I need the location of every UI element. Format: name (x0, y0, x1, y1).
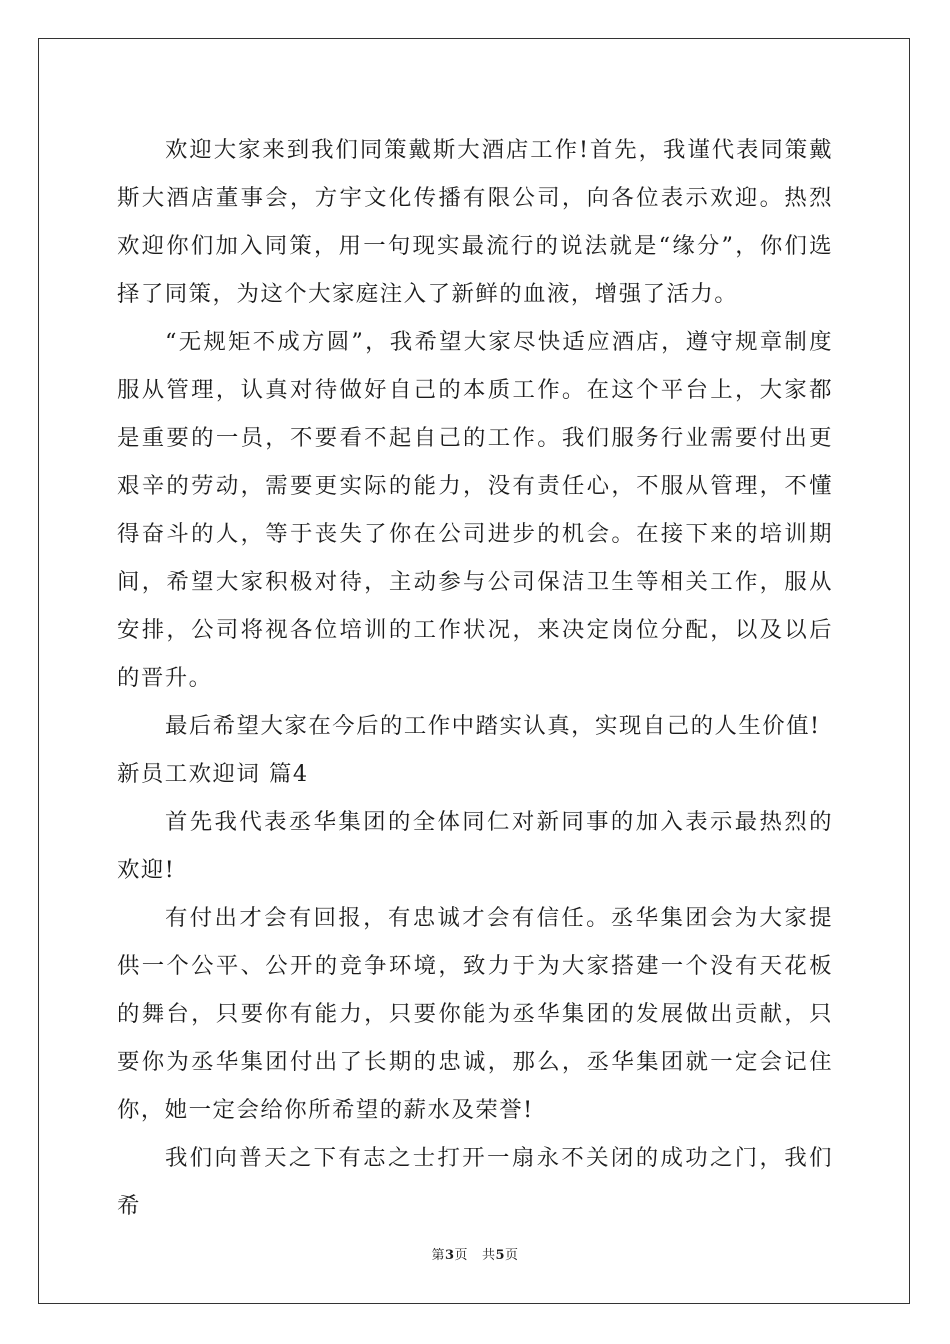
paragraph: 首先我代表丞华集团的全体同仁对新同事的加入表示最热烈的欢迎! (117, 809, 833, 883)
page-suffix: 页 (454, 1248, 469, 1263)
total-suffix: 页 (505, 1248, 519, 1263)
total-prefix: 共 (481, 1248, 496, 1263)
paragraph: 最后希望大家在今后的工作中踏实认真，实现自己的人生价值! (165, 713, 821, 739)
page-prefix: 第 (431, 1248, 445, 1263)
total-pages-number: 5 (495, 1248, 506, 1263)
paragraph: 欢迎大家来到我们同策戴斯大酒店工作!首先，我谨代表同策戴斯大酒店董事会，方宇文化传播有限公司，向各位表示欢迎。热烈欢迎你们加入同策，用一句现实最流行的说法就是“缘分”，你们选择了同策，为这个大家庭注入了新鲜的血液，增强了活力。 (117, 137, 833, 307)
paragraph: 有付出才会有回报，有忠诚才会有信任。丞华集团会为大家提供一个公平、公开的竞争环境，致力于为大家搭建一个没有天花板的舞台，只要你有能力，只要你能为丞华集团的发展做出贡献，只要你为丞华集团付出了长期的忠诚，那么，丞华集团就一定会记住你，她一定会给你所希望的薪水及荣誉! (117, 905, 833, 1123)
page-footer (0, 1248, 950, 1264)
paragraph: “无规矩不成方圆”，我希望大家尽快适应酒店，遵守规章制度服从管理，认真对待做好自己的本质工作。在这个平台上，大家都是重要的一员，不要看不起自己的工作。我们服务行业需要付出更艰辛的劳动，需要更实际的能力，没有责任心，不服从管理，不懂得奋斗的人，等于丧失了你在公司进步的机会。在接下来的培训期间，希望大家积极对待，主动参与公司保洁卫生等相关工作，服从安排，公司将视各位培训的工作状况，来决定岗位分配，以及以后的晋升。 (117, 329, 833, 691)
paragraph: 我们向普天之下有志之士打开一扇永不关闭的成功之门，我们希 (117, 1145, 833, 1219)
section-heading: 新员工欢迎词 篇4 (117, 761, 309, 787)
current-page-number: 3 (444, 1248, 455, 1263)
document-body (117, 126, 833, 1230)
